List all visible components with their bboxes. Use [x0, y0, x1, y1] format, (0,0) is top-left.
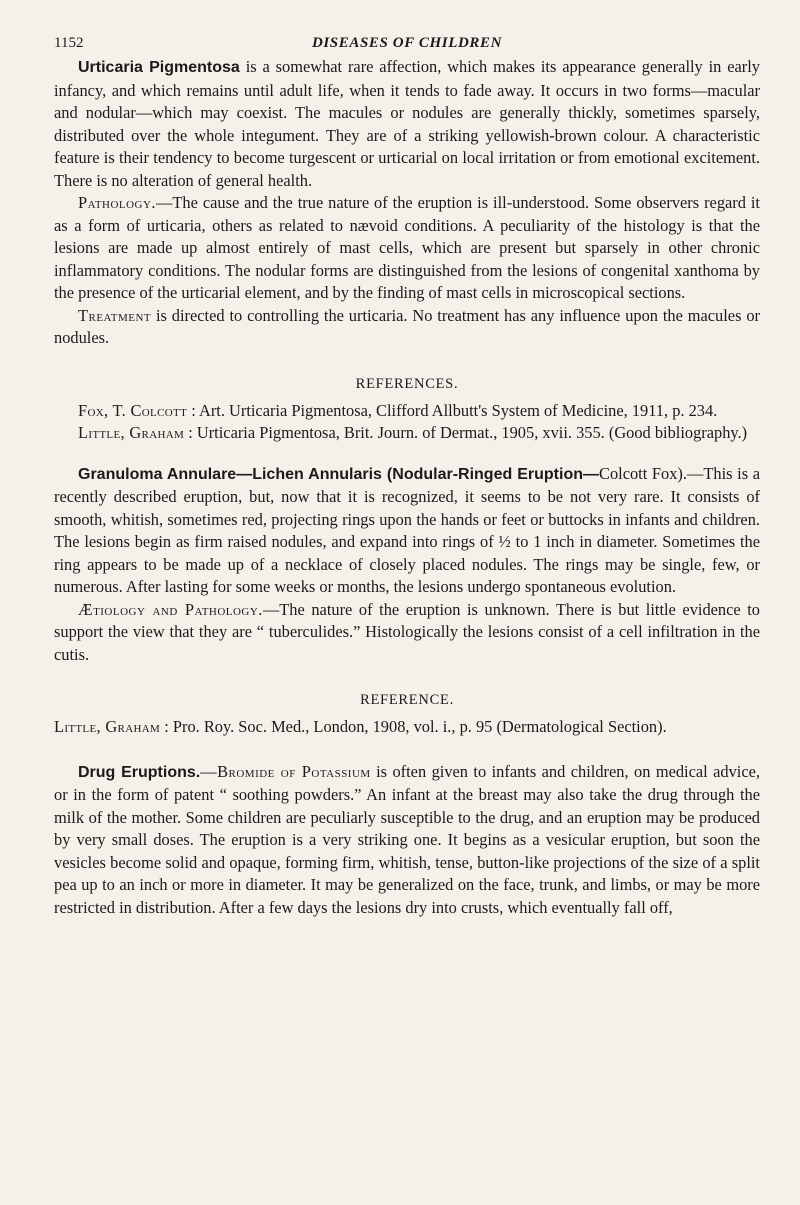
granuloma-title: Granuloma Annulare—Lichen Annularis (Nodular-Ringed Eruption—: [78, 465, 600, 483]
reference-author: Little, Graham: [54, 717, 161, 736]
urticaria-intro-text: is a somewhat rare affection, which makes its appearance generally in early infancy, and which remains until adult life, when it tends to fade away. It occurs in two forms—macular and nodular—which may coexist. The macules or nodules are generally thickly, sometimes sparsely, distributed over the whole integument. They are of a striking yellowish-brown colour. A characteristic feature is their tendency to become turgescent or urticarial on local irritation or from emotional excitement. There is no alteration of general health.: [54, 57, 760, 190]
reference-citation: : Pro. Roy. Soc. Med., London, 1908, vol. i., p. 95 (Dermatological Section).: [160, 717, 667, 736]
reference-entry: [54, 716, 760, 739]
section-urticaria-pigmentosa: [54, 56, 760, 445]
urticaria-references-heading: REFERENCES.: [355, 375, 459, 392]
granuloma-aetiology-text: —The nature of the eruption is unknown. There is but little evidence to support the view that they are “ tuberculides.” Histologically the lesions consist of a cell infiltration in the cutis.: [54, 599, 761, 664]
urticaria-treatment-text: is directed to controlling the urticaria. No treatment has any influence upon the macules or nodules.: [54, 305, 760, 347]
book-page: [54, 30, 760, 919]
urticaria-treatment-paragraph: [54, 305, 760, 350]
running-head: [54, 30, 760, 56]
drug-eruptions-text: is often given to infants and children, on medical advice, or in the form of patent “ soothing powders.” An infant at the breast may also take the drug through the milk of the mother. Some children are peculiarly susceptible to the drug, and an eruption may be produced by very small doses. The eruption is a very striking one. It begins as a vesicular eruption, but soon the vesicles become solid and opaque, forming firm, whitish, tense, button-like projections of the size of a split pea up to an inch or more in diameter. It may be generalized on the face, trunk, and limbs, or may be more restricted in distribution. After a few days the lesions dry into crusts, which eventually fall off,: [54, 761, 760, 917]
reference-citation: : Urticaria Pigmentosa, Brit. Journ. of Dermat., 1905, xvii. 355. (Good bibliography.): [184, 423, 748, 442]
running-title: DISEASES OF CHILDREN: [311, 35, 503, 51]
drug-eruptions-title: Drug Eruptions.: [78, 763, 201, 781]
urticaria-pathology-label: Pathology.: [78, 193, 157, 212]
urticaria-references-list: [54, 400, 760, 445]
drug-eruptions-paragraph: [54, 761, 760, 920]
reference-author: Little, Graham: [78, 423, 185, 442]
granuloma-reference-heading: REFERENCE.: [360, 692, 454, 708]
granuloma-title-tail: Colcott Fox).: [599, 463, 687, 483]
granuloma-intro-text: —This is a recently described eruption, but, now that it is recognized, it seems to be not very rare. It consists of smooth, whitish, sometimes red, projecting rings upon the hands or feet or buttocks in infants and children. The lesions begin as firm raised nodules, and expand into rings of ½ to 1 inch in diameter. Sometimes the ring appears to be made up of a necklace of closely placed nodules. The rings may be single, few, or numerous. After lasting for some weeks or months, the lesions undergo spontaneous evolution.: [54, 463, 761, 596]
reference-entry: [54, 422, 760, 445]
reference-citation: : Art. Urticaria Pigmentosa, Clifford Allbutt's System of Medicine, 1911, p. 234.: [187, 400, 718, 420]
granuloma-aetiology-paragraph: [54, 599, 760, 667]
page-number: 1152: [54, 35, 84, 51]
urticaria-title: Urticaria Pigmentosa: [78, 59, 240, 76]
granuloma-intro-paragraph: [54, 463, 760, 599]
urticaria-intro-paragraph: [54, 56, 760, 192]
urticaria-pathology-text: —The cause and the true nature of the eruption is ill-understood. Some observers regard it as a form of urticaria, others as related to nævoid conditions. A peculiarity of the histology is that the lesions are made up almost entirely of mast cells, which are present but sparsely in other chronic inflammatory conditions. The nodular forms are distinguished from the lesions of congenital xanthoma by the presence of the urticarial element, and by the finding of mast cells in microscopical sections.: [54, 193, 760, 302]
drug-bromide-label: —Bromide of Potassium: [200, 761, 371, 781]
section-drug-eruptions: [54, 761, 760, 920]
granuloma-aetiology-label: Ætiology and Pathology.: [78, 599, 263, 619]
granuloma-reference-list: [54, 716, 760, 739]
reference-entry: [54, 400, 760, 423]
section-granuloma-annulare: [54, 463, 760, 739]
urticaria-pathology-paragraph: [54, 192, 760, 305]
urticaria-treatment-label: Treatment: [78, 305, 152, 325]
reference-author: Fox, T. Colcott: [78, 400, 188, 420]
